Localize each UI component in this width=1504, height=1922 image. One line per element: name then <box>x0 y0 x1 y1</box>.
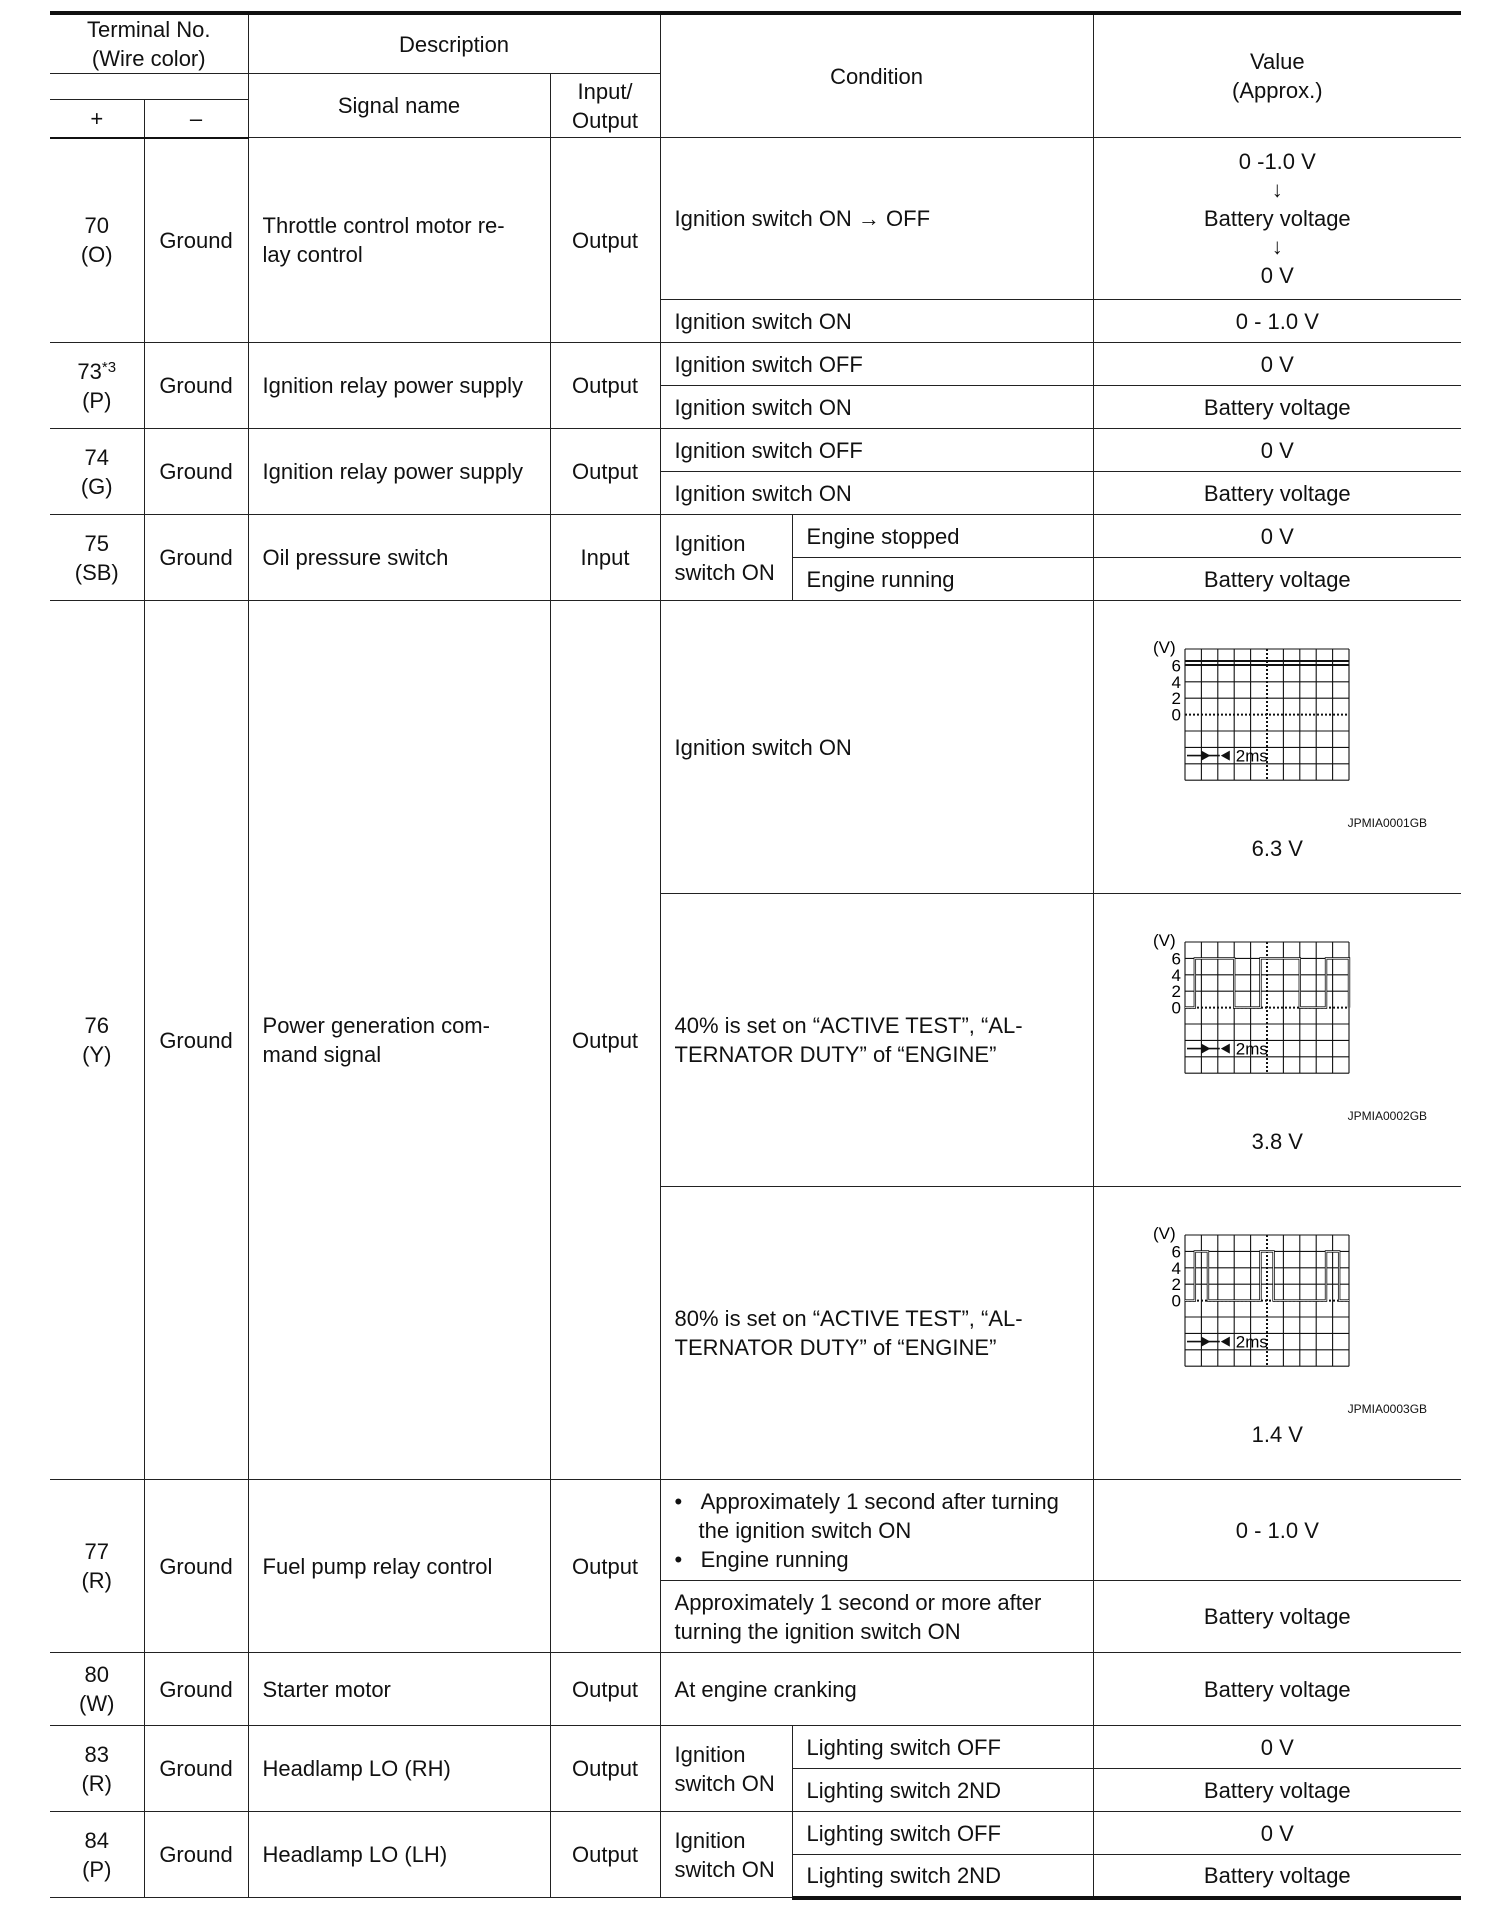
io-cell: Output <box>550 138 660 343</box>
condition-cell: 40% is set on “ACTIVE TEST”, “AL- TERNATOR DUTY” of “ENGINE” <box>660 894 1093 1187</box>
signal-name-cell: Throttle control motor re- lay control <box>248 138 550 343</box>
condition-cell: Lighting switch OFF <box>792 1812 1093 1855</box>
value-cell: Battery voltage <box>1093 1855 1461 1898</box>
table-row <box>50 343 1461 386</box>
condition-main-cell: Ignition switch ON <box>660 1726 792 1812</box>
ground-cell: Ground <box>144 138 248 343</box>
condition-cell: Engine stopped <box>792 515 1093 558</box>
terminal-cell: 74 (G) <box>50 429 144 515</box>
ground-cell: Ground <box>144 601 248 1480</box>
signal-name-cell: Starter motor <box>248 1653 550 1726</box>
table-row <box>50 1726 1461 1769</box>
signal-name-cell: Power generation com- mand signal <box>248 601 550 1480</box>
timebase-label: 2ms <box>1236 1039 1269 1059</box>
value-cell: 0 V <box>1093 1726 1461 1769</box>
value-cell: 0 V <box>1093 1812 1461 1855</box>
table-row <box>50 1812 1461 1855</box>
tick-label: 6 <box>1171 1241 1182 1261</box>
terminal-table <box>50 11 1461 1900</box>
tick-label: 4 <box>1171 1258 1182 1278</box>
header-value: Value (Approx.) <box>1093 13 1461 138</box>
down-arrow-icon: ↓ <box>1271 177 1283 202</box>
ground-cell: Ground <box>144 1480 248 1653</box>
ground-cell: Ground <box>144 429 248 515</box>
waveform-value: 3.8 V <box>1251 1128 1303 1154</box>
bullet-icon: • <box>674 1546 683 1572</box>
signal-name-cell: Headlamp LO (RH) <box>248 1726 550 1812</box>
table-row <box>50 1653 1461 1726</box>
condition-cell: Ignition switch OFF <box>660 429 1093 472</box>
tick-label: 4 <box>1171 672 1182 692</box>
ground-cell: Ground <box>144 343 248 429</box>
axis-unit: (V) <box>1153 1223 1176 1243</box>
signal-name-cell: Ignition relay power supply <box>248 429 550 515</box>
tick-label: 2 <box>1171 981 1182 1001</box>
tick-label: 0 <box>1171 705 1182 725</box>
value-cell: 0 V <box>1093 343 1461 386</box>
bullet-item: • Approximately 1 second after turning <box>674 1488 1059 1514</box>
header-row-1 <box>50 13 1461 74</box>
condition-cell: Ignition switch ON <box>660 300 1093 343</box>
bullet-item: • Engine running <box>674 1546 849 1572</box>
condition-main-cell: Ignition switch ON <box>660 1812 792 1898</box>
waveform-value: 6.3 V <box>1251 835 1303 861</box>
value-cell: 0 V <box>1093 515 1461 558</box>
terminal-cell: 75 (SB) <box>50 515 144 601</box>
value-cell: Battery voltage <box>1093 386 1461 429</box>
table-row <box>50 1480 1461 1581</box>
waveform-chart <box>1147 632 1407 812</box>
arrow-left-icon <box>1221 1043 1230 1053</box>
terminal-cell: 80 (W) <box>50 1653 144 1726</box>
io-cell: Output <box>550 343 660 429</box>
header-minus: – <box>144 100 248 138</box>
down-arrow-icon: ↓ <box>1271 234 1283 259</box>
ground-cell: Ground <box>144 1812 248 1898</box>
ground-cell: Ground <box>144 1653 248 1726</box>
value-cell: 0 -1.0 V ↓ Battery voltage ↓ 0 V <box>1093 138 1461 300</box>
header-terminal: Terminal No. (Wire color) <box>50 13 248 74</box>
figure-code: JPMIA0003GB <box>1347 1401 1428 1416</box>
figure-code: JPMIA0001GB <box>1347 815 1428 830</box>
table-row <box>50 429 1461 472</box>
arrow-right-icon <box>1202 1336 1211 1346</box>
tick-label: 0 <box>1171 1291 1182 1311</box>
figure-code: JPMIA0002GB <box>1347 1108 1428 1123</box>
tick-label: 4 <box>1171 965 1182 985</box>
terminal-cell: 76 (Y) <box>50 601 144 1480</box>
value-cell: Battery voltage <box>1093 558 1461 601</box>
waveform-chart <box>1147 925 1407 1105</box>
tick-label: 6 <box>1171 948 1182 968</box>
arrow-right-icon <box>1202 750 1211 760</box>
timebase-label: 2ms <box>1236 1332 1269 1352</box>
waveform-value: 1.4 V <box>1251 1421 1303 1447</box>
condition-cell: Approximately 1 second or more after turning the ignition switch ON <box>660 1581 1093 1653</box>
signal-name-cell: Headlamp LO (LH) <box>248 1812 550 1898</box>
io-cell: Output <box>550 1812 660 1898</box>
terminal-cell: 77 (R) <box>50 1480 144 1653</box>
terminal-cell: 83 (R) <box>50 1726 144 1812</box>
condition-cell: • Approximately 1 second after turning the ignition switch ON • Engine running <box>660 1480 1093 1581</box>
signal-name-cell: Oil pressure switch <box>248 515 550 601</box>
timebase-label: 2ms <box>1236 746 1269 766</box>
header-signal-name: Signal name <box>248 74 550 138</box>
arrow-left-icon <box>1221 750 1230 760</box>
terminal-cell: 84 (P) <box>50 1812 144 1898</box>
condition-cell: Ignition switch OFF <box>660 343 1093 386</box>
condition-cell: Ignition switch ON → OFF <box>660 138 1093 300</box>
axis-unit: (V) <box>1153 930 1176 950</box>
condition-cell: Lighting switch 2ND <box>792 1855 1093 1898</box>
table-row <box>50 601 1461 894</box>
value-cell <box>1093 894 1461 1187</box>
bullet-icon: • <box>674 1488 683 1514</box>
condition-cell: 80% is set on “ACTIVE TEST”, “AL- TERNATOR DUTY” of “ENGINE” <box>660 1187 1093 1480</box>
terminal-cell: 70 (O) <box>50 138 144 343</box>
value-cell: 0 V <box>1093 429 1461 472</box>
table-row <box>50 515 1461 558</box>
condition-cell: Ignition switch ON <box>660 601 1093 894</box>
io-cell: Output <box>550 1726 660 1812</box>
condition-cell: Ignition switch ON <box>660 386 1093 429</box>
terminal-cell: 73$^{*3}$ (P) <box>50 343 144 429</box>
value-cell: Battery voltage <box>1093 472 1461 515</box>
condition-cell: Engine running <box>792 558 1093 601</box>
tick-label: 2 <box>1171 688 1182 708</box>
io-cell: Output <box>550 1653 660 1726</box>
value-cell <box>1093 601 1461 894</box>
signal-name-cell: Fuel pump relay control <box>248 1480 550 1653</box>
io-cell: Output <box>550 1480 660 1653</box>
value-cell: Battery voltage <box>1093 1581 1461 1653</box>
tick-label: 2 <box>1171 1274 1182 1294</box>
tick-label: 0 <box>1171 998 1182 1018</box>
value-cell: 0 - 1.0 V <box>1093 1480 1461 1581</box>
waveform-chart <box>1147 1218 1407 1398</box>
axis-unit: (V) <box>1153 637 1176 657</box>
header-description: Description <box>248 13 660 74</box>
value-cell: Battery voltage <box>1093 1769 1461 1812</box>
value-cell: 0 - 1.0 V <box>1093 300 1461 343</box>
condition-main-cell: Ignition switch ON <box>660 515 792 601</box>
header-condition: Condition <box>660 13 1093 138</box>
ground-cell: Ground <box>144 1726 248 1812</box>
value-cell <box>1093 1187 1461 1480</box>
condition-cell: Lighting switch 2ND <box>792 1769 1093 1812</box>
value-cell: Battery voltage <box>1093 1653 1461 1726</box>
condition-cell: At engine cranking <box>660 1653 1093 1726</box>
arrow-right-icon <box>1202 1043 1211 1053</box>
io-cell: Input <box>550 515 660 601</box>
header-input-output: Input/ Output <box>550 74 660 138</box>
table-row <box>50 138 1461 300</box>
ground-cell: Ground <box>144 515 248 601</box>
condition-cell: Ignition switch ON <box>660 472 1093 515</box>
tick-label: 6 <box>1171 655 1182 675</box>
io-cell: Output <box>550 601 660 1480</box>
condition-cell: Lighting switch OFF <box>792 1726 1093 1769</box>
signal-name-cell: Ignition relay power supply <box>248 343 550 429</box>
io-cell: Output <box>550 429 660 515</box>
arrow-left-icon <box>1221 1336 1230 1346</box>
header-plus: + <box>50 100 144 138</box>
